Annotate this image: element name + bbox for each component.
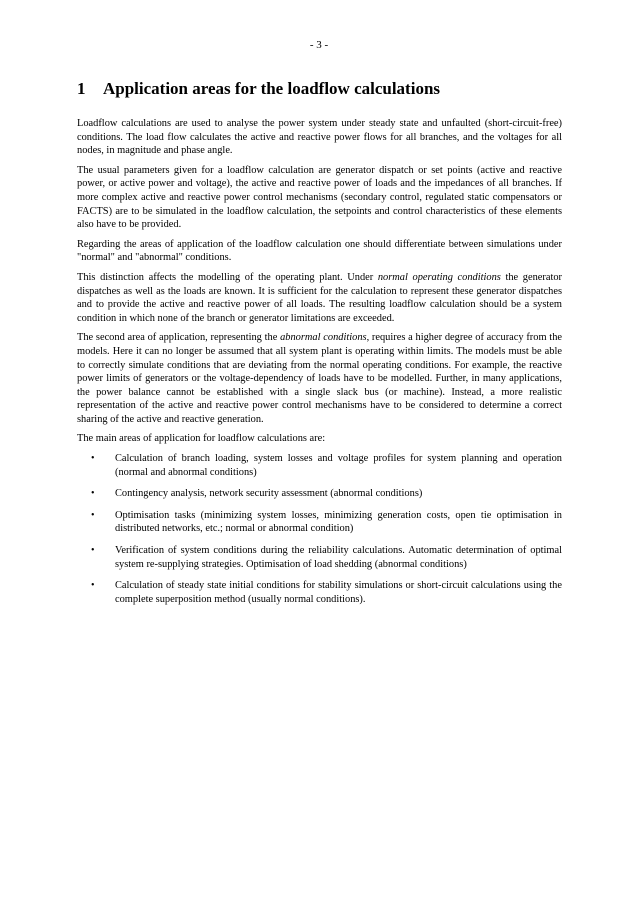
section-number: 1 [77, 79, 86, 98]
paragraph-parameters: The usual parameters given for a loadflow calculation are generator dispatch or set points (active and reactive power, or active power and voltage), the active and reactive power of loads and the impedances of all branches. If more complex active and reactive power control mechanisms (secondary control, regulated static compensators or FACTS) are to be simulated in the loadflow calculation, the setpoints and control characteristics of these elements also have to be provided. [77, 164, 562, 231]
paragraph-conditions: Regarding the areas of application of the loadflow calculation one should differentiate between simulations under "normal" and "abnormal" conditions. [77, 238, 562, 264]
list-item-text: Calculation of branch loading, system losses and voltage profiles for system planning and operation (normal and abnormal conditions) [115, 453, 562, 478]
paragraph-intro: Loadflow calculations are used to analyse the power system under steady state and unfaulted (short-circuit-free) conditions. The load flow calculates the active and reactive power flows for all branches, and the voltages for all nodes, in magnitude and phase angle. [77, 118, 562, 157]
emphasis-abnormal-conditions: abnormal conditions [280, 332, 367, 344]
bullet-icon: • [91, 509, 95, 521]
paragraph-text: , requires a higher degree of accuracy from the models. Here it can no longer be assumed that all system plant is operating within limits. The models must be able to correctly simulate conditions that are deviating from the normal operating conditions. For example, the reactive power limits of generators or the voltage-dependency of loads have to be modelled. Further, in many applications, the power balance cannot be established with a single slack bus (or machine). Instead, a more realistic representation of the active and reactive power control mechanisms have to be considered to determine a correct sharing of the active and reactive generation. [77, 332, 562, 425]
application-areas-list [77, 452, 562, 606]
bullet-icon: • [91, 580, 95, 592]
paragraph-text: the generator dispatches as well as the loads are known. It is sufficient for the calculation to represent these generator dispatches and to provide the active and reactive power of all loads. The resulting loadflow calculation should be a system condition in which none of the branch or generator limitations are exceeded. [77, 271, 562, 324]
page-content [77, 78, 562, 614]
list-item [91, 452, 562, 479]
emphasis-normal-operating-conditions: normal operating conditions [377, 271, 501, 283]
section-heading [77, 78, 562, 100]
list-item [91, 487, 562, 501]
bullet-icon: • [91, 545, 95, 557]
list-item-text: Contingency analysis, network security assessment (abnormal conditions) [115, 488, 423, 500]
section-title: Application areas for the loadflow calculations [103, 79, 441, 98]
list-item [91, 509, 562, 536]
paragraph-normal-conditions [77, 271, 562, 325]
list-item [91, 579, 562, 606]
bullet-icon: • [91, 453, 95, 465]
list-item-text: Calculation of steady state initial conditions for stability simulations or short-circuit calculations using the complete superposition method (usually normal conditions). [115, 580, 562, 605]
list-item-text: Optimisation tasks (minimizing system losses, minimizing generation costs, open tie optimisation in distributed networks, etc.; normal or abnormal condition) [115, 509, 562, 535]
page-number: - 3 - [309, 39, 329, 51]
list-item-text: Verification of system conditions during the reliability calculations. Automatic determination of optimal system re-supplying strategies. Optimisation of load shedding (abnormal conditions) [115, 545, 562, 570]
paragraph-text: This distinction affects the modelling of the operating plant. Under [77, 271, 378, 283]
paragraph-main-areas: The main areas of application for loadflow calculations are: [77, 433, 326, 445]
paragraph-abnormal-conditions [77, 331, 562, 426]
list-item [91, 544, 562, 571]
paragraph-text: The second area of application, representing the [77, 332, 281, 344]
bullet-icon: • [91, 488, 95, 500]
